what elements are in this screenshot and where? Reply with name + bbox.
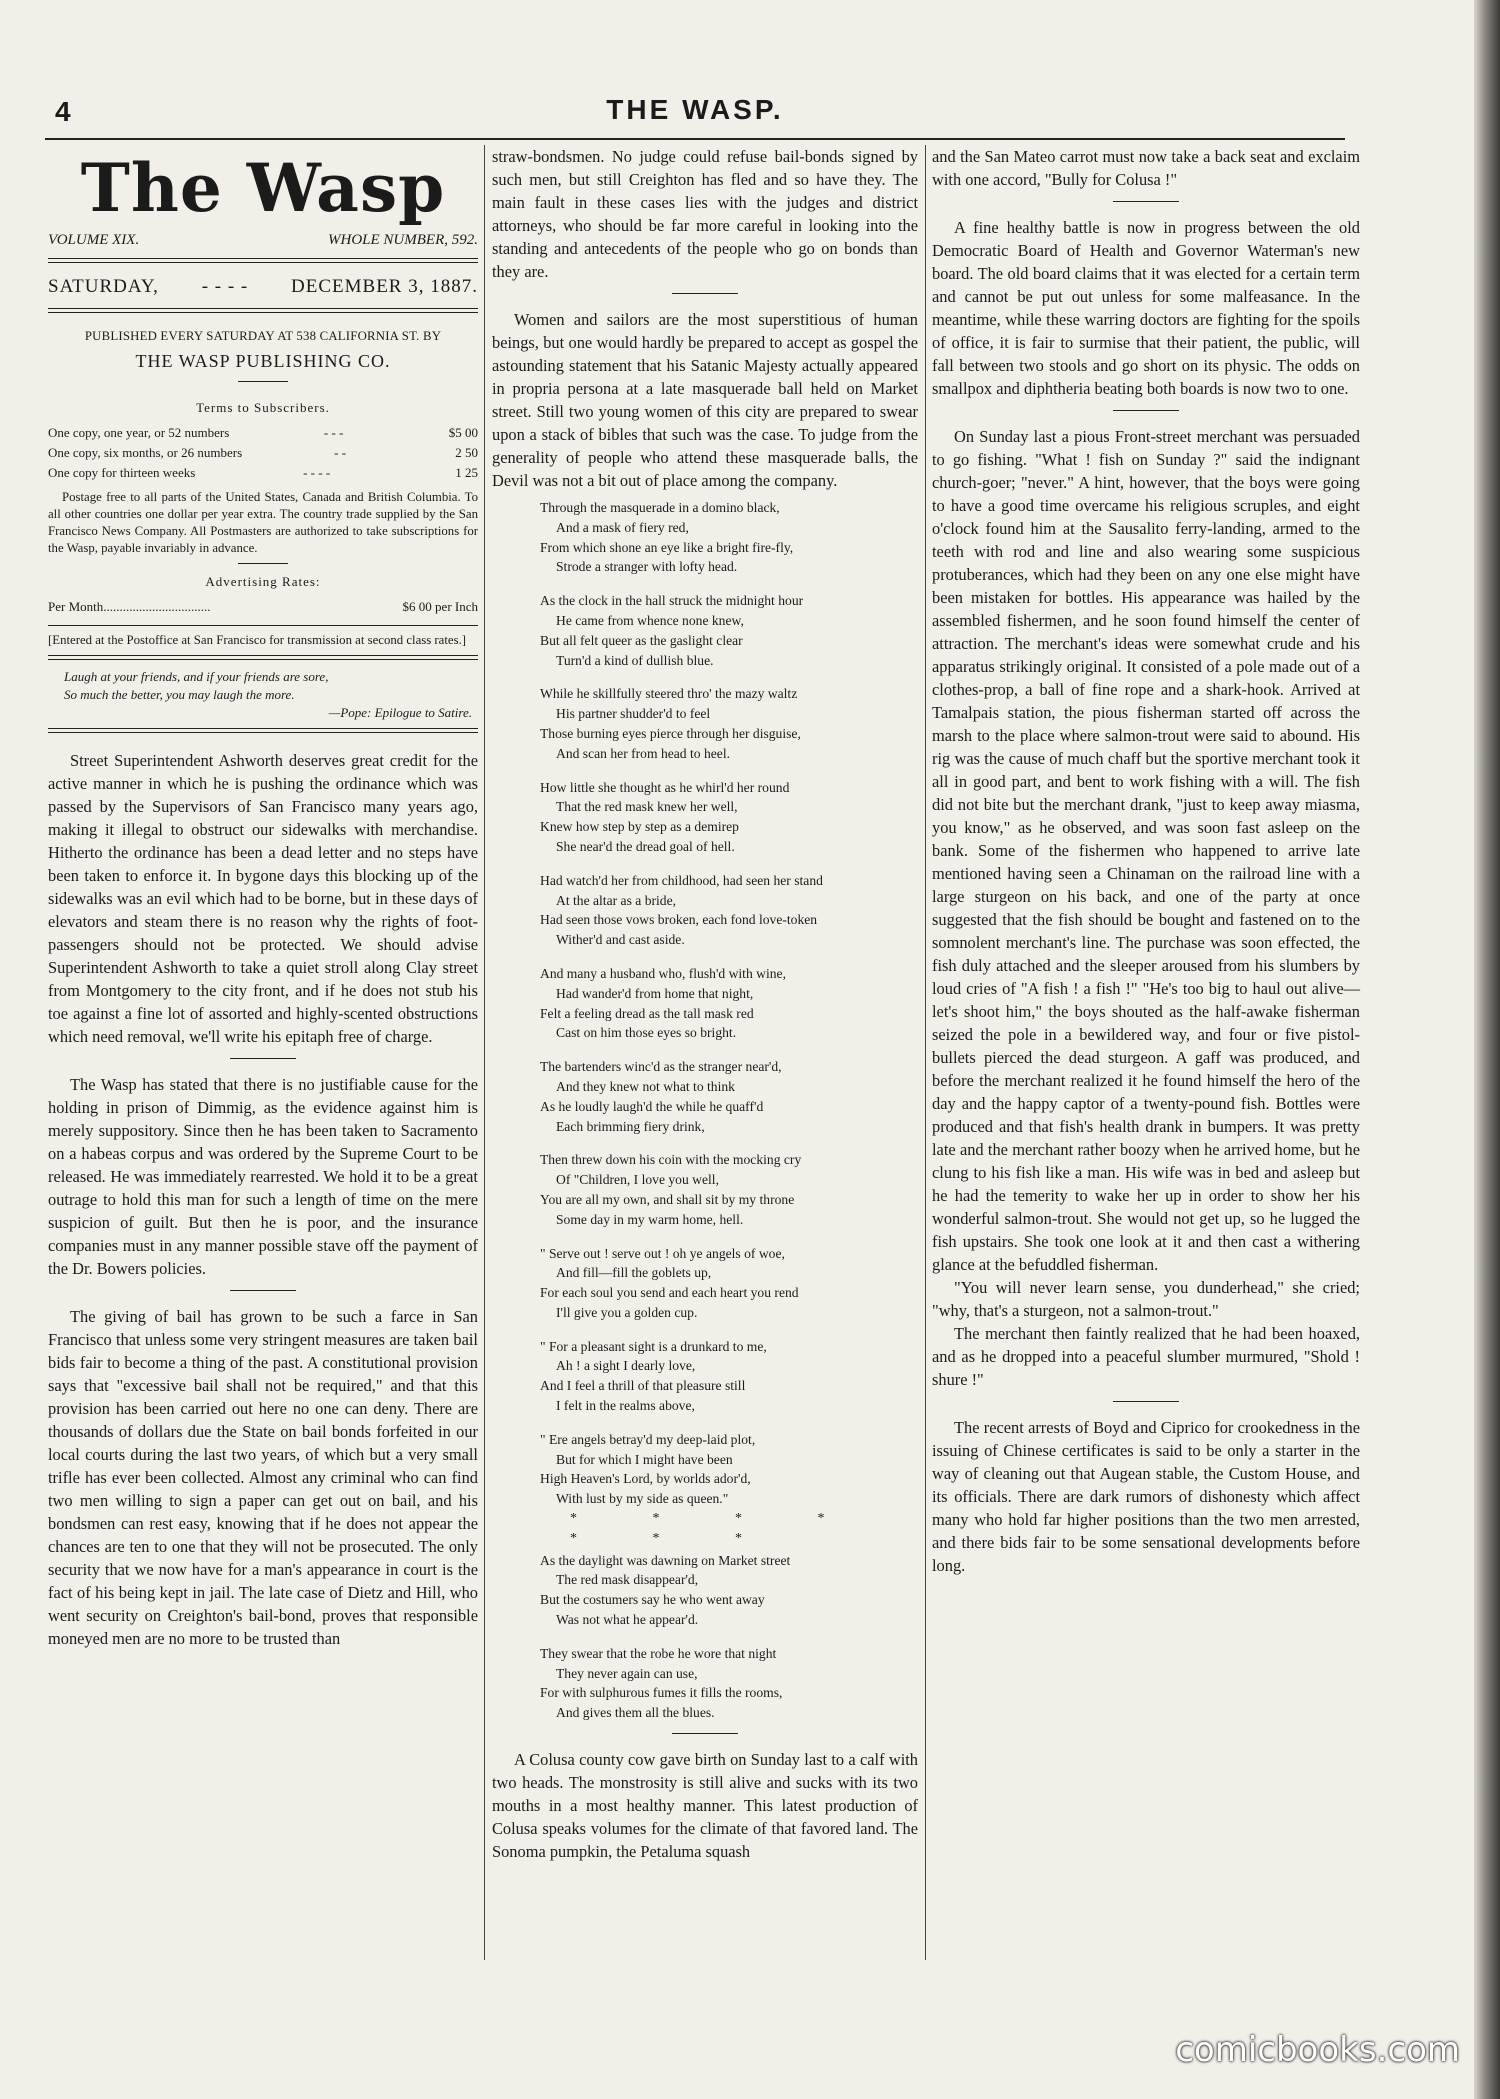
poem-line: As he loudly laugh'd the while he quaff'd [540,1098,764,1114]
poem-line: Had seen those vows broken, each fond love-token [540,912,818,928]
poem-asterisks: * * * * * * * [570,1511,861,1546]
separator-rule [672,293,738,294]
double-rule [48,728,478,733]
article-ashworth: Street Superintendent Ashworth deserves great credit for the active manner in which he is pushing the ordinance which was passed by the Supervisors of San Francisco many years ago, making it illegal to obstruct our sidewalks with merchandise. Hitherto the ordinance has been a dead letter and no steps have been taken to enforce it. In bygone days this blocking up of the sidewalks was an evil which had to be borne, but in these days of elevators and steam there is no reason why the rights of foot-passengers should not be protected. We should advise Superintendent Ashworth to take a quiet stroll along Clay street from Montgomery to the city front, and if he does not stub his toe against a fine lot of assorted and highly-scented obstructions which need removal, we'll write his epitaph free of charge. [48,751,478,1046]
masthead-title: The Wasp [80,149,446,227]
article-bail-continued: straw-bondsmen. No judge could refuse bail-bonds signed by such men, but still Creighton has fled and so have they. The main fault in these cases lies with the judges and district attorneys, who should be far more careful in looking into the standing and antecedents of the people who go on bonds than they are. [492,147,918,281]
poem-line: Strode a stranger with lofty head. [556,559,738,575]
poem-line: Of "Children, I love you well, [556,1172,719,1188]
separator-rule [238,381,288,382]
poem-line: And scan her from head to heel. [556,745,731,761]
rate-row [48,443,478,463]
poem-line: Each brimming fiery drink, [556,1118,705,1134]
postoffice-entry: [Entered at the Postoffice at San Francisco for transmission at second class rates.] [48,633,467,647]
epigraph [64,668,478,722]
header-rule [45,138,1345,140]
poem-line: But all felt queer as the gaslight clear [540,632,743,648]
page-header [45,92,1345,132]
poem-line: Those burning eyes pierce through her disguise, [540,725,801,741]
poem-line: Cast on him those eyes so bright. [556,1025,737,1041]
article-arrests: The recent arrests of Boyd and Ciprico for crookedness in the issuing of Chinese certificates is said to be only a starter in the way of cleaning out that Augean stable, the Custom House, and its officials. There are dark rumors of dishonesty which affect many who hold far higher positions than the two men arrested, and there bids fair to be some sensational developments before long. [932,1418,1360,1575]
separator-rule [1113,410,1179,411]
poem-stanza [540,1057,918,1136]
column-3 [932,145,1360,1577]
poem-line: High Heaven's Lord, by worlds ador'd, [540,1471,751,1487]
rate-dots: - - [334,445,347,460]
article-fishing-ending: The merchant then faintly realized that he had been hoaxed, and as he dropped into a peaceful slumber murmured, "Shold ! shure !" [932,1324,1360,1389]
rule [48,625,478,626]
volume-line [48,229,478,252]
article-fishing: On Sunday last a pious Front-street merchant was persuaded to go fishing. "What ! fish on Sunday ?" said the indignant church-goer; "never." A hint, however, that the boys were going to have a good time overcame his religious scruples, and eight o'clock found him at the Sausalito ferry-landing, armed to the teeth with rod and line and also wearing some suspicious protuberances, which had they been on any one else might have been mistaken for bottles. His appearance was hailed by the assembled fishermen, and he soon found himself the center of attraction. The merchant's ideas were somewhat crude and his apparatus strikingly original. It consisted of a pole made out of a clothes-prop, a ball of fine rope and a shark-hook. Arrived at Tamalpais station, the pious fisherman started off across the marsh to the place where salmon-trout were said to abound. His rig was the cause of much chaff but the sportive merchant took it all in good part, and bent to work fishing with a will. The fish did not bite but the merchant drank, "just to keep away miasma, you know," as he observed, and was soon fast asleep on the bank. Some of the fishermen who happened to arrive late mentioned having seen a Chinaman on the railroad line with a large sturgeon on his back, and one of the party at once suggested that the fish should be bought and fastened on to the somnolent merchant's line. The purchase was soon effected, the fish duly attached and the sleeper aroused from his slumbers by loud cries of "A fish ! a fish !" "He's too big to haul out alive—let's shoot him," the boys shouted as the half-awake fisherman seized the pole in a bewildered way, and four or five pistol-bullets pierced the dead sturgeon. A gaff was produced, and before the merchant realized it he found himself the hero of the day and the happy captor of a twenty-pound fish. Bottles were produced and that fish's health drank in bumpers. It was pretty late and the merchant rather boozy when he arrived home, but he clung to his fish like a man. His wife was in bed and asleep but he had the temerity to wake her up in order to show her his wonderful salmon-trout. She would not get up, so he lugged the fish upstairs. She took one look at it and then cast a withering glance at the befuddled fisherman. [932,427,1360,1274]
double-rule [48,258,478,263]
binding-edge [1474,0,1500,2099]
poem-line: " Serve out ! serve out ! oh ye angels of woe, [540,1245,785,1261]
separator-rule [672,1733,738,1734]
poem-line: Had watch'd her from childhood, had seen her stand [540,872,823,888]
rate-label: One copy for thirteen weeks [48,465,196,480]
poem-line: The red mask disappear'd, [556,1572,699,1588]
publication-notice: PUBLISHED EVERY SATURDAY AT 538 CALIFORNIA ST. BY [84,329,442,343]
poem-line: And they knew not what to think [556,1078,735,1094]
poem-line: For with sulphurous fumes it fills the rooms, [540,1685,783,1701]
whole-number: WHOLE NUMBER, 592. [328,232,478,248]
advertising-price: $6 00 per Inch [402,599,478,614]
poem-line: Wither'd and cast aside. [556,932,685,948]
dateline [48,275,478,298]
publisher-name: THE WASP PUBLISHING CO. [135,351,391,371]
advertising-label: Per Month................................. [48,599,211,614]
advertising-row [48,597,478,617]
epigraph-source: —Pope: Epilogue to Satire. [328,705,472,720]
poem-line: She near'd the dread goal of hell. [556,838,735,854]
rate-price: $5 00 [448,425,478,440]
article-colusa-continued: and the San Mateo carrot must now take a back seat and exclaim with one accord, "Bully for Colusa !" [932,147,1360,189]
poem-line: Through the masquerade in a domino black, [540,500,780,515]
poem-stanza [540,591,918,670]
poem-line: From which shone an eye like a bright fire-fly, [540,539,794,555]
separator-rule [1113,1401,1179,1402]
rate-dots: - - - - [303,465,331,480]
poem-line: Some day in my warm home, hell. [556,1211,744,1227]
postage-note: Postage free to all parts of the United States, Canada and British Columbia. To all other countries one dollar per year extra. The country trade supplied by the San Francisco News Company. All Postmasters are authorized to take subscriptions for the Wasp, payable invariably in advance. [48,490,478,555]
poem-line: And many a husband who, flush'd with wine, [540,965,786,981]
advertising-heading: Advertising Rates: [205,574,321,589]
rate-label: One copy, six months, or 26 numbers [48,445,243,460]
poem-line: I felt in the realms above, [556,1398,695,1414]
poem-line: " For a pleasant sight is a drunkard to me, [540,1338,767,1354]
column-divider [484,145,485,1960]
poem-line: And fill—fill the goblets up, [556,1265,712,1281]
poem-line: He came from whence none knew, [556,612,744,628]
poem-line: And gives them all the blues. [556,1705,715,1721]
rate-price: 1 25 [455,465,478,480]
site-watermark: comicbooks.com [1175,2030,1460,2070]
poem-stanza [540,964,918,1043]
column-2 [492,145,918,1863]
poem-line: For each soul you send and each heart you rend [540,1285,799,1301]
poem-line: I'll give you a golden cup. [556,1304,698,1320]
poem-line: Knew how step by step as a demirep [540,819,739,835]
poem-line: But the costumers say he who went away [540,1592,765,1608]
epigraph-line: Laugh at your friends, and if your friends are sore, [64,669,329,684]
poem-line: Had wander'd from home that night, [556,985,754,1001]
issue-day: SATURDAY, [48,276,159,297]
poem-line: You are all my own, and shall sit by my throne [540,1191,795,1207]
poem-stanza [540,498,918,577]
poem-line: While he skillfully steered thro' the mazy waltz [540,686,798,702]
poem-line: The bartenders winc'd as the stranger near'd, [540,1059,782,1075]
poem-line: Felt a feeling dread as the tall mask red [540,1005,754,1021]
rate-price: 2 50 [455,445,478,460]
article-board-of-health: A fine healthy battle is now in progress between the old Democratic Board of Health and Governor Waterman's new board. The old board claims that it was elected for a certain term and cannot be put out unless for some malfeasance. In the meantime, while these warring doctors are fighting for the spoils of office, it is fair to surmise that their patient, the public, will fall between two stools and go short on its physic. The odds on smallpox and diphtheria beating both boards is now two to one. [932,218,1360,398]
column-divider [925,145,926,1960]
separator-rule [238,563,288,564]
separator-rule [1113,201,1179,202]
epigraph-line: So much the better, you may laugh the more. [64,687,295,702]
poem-line: Ah ! a sight I dearly love, [556,1358,696,1374]
poem-line: " Ere angels betray'd my deep-laid plot, [540,1431,756,1447]
article-fishing-dialogue: "You will never learn sense, you dunderhead," she cried; "why, that's a sturgeon, not a salmon-trout." [932,1278,1360,1320]
rate-row [48,423,478,443]
article-masquerade: Women and sailors are the most superstitious of human beings, but one would hardly be prepared to accept as gospel the astounding statement that his Satanic Majesty actually appeared in propria persona at a late masquerade ball held on Market street. Still two young women of this city are prepared to swear upon a stack of bibles that such was the case. To judge from the generality of people who attend these masquerade balls, the Devil was not a bit out of place among the company. [492,310,918,490]
separator-rule [230,1058,296,1059]
double-rule [48,655,478,660]
poem-stanza [540,1430,918,1509]
poem-line: His partner shudder'd to feel [556,706,711,722]
poem-line: And a mask of fiery red, [556,519,689,535]
poem-line: But for which I might have been [556,1451,733,1467]
rate-dots: - - - [323,425,344,440]
poem-line: Turn'd a kind of dullish blue. [556,652,714,668]
double-rule [48,308,478,313]
poem-stanza [540,1244,918,1323]
page-number: 4 [55,96,71,127]
rate-row [48,463,478,483]
poem-stanza [540,1551,918,1630]
poem-line: Was not what he appear'd. [556,1612,699,1628]
separator-rule [230,1290,296,1291]
poem-line: Then threw down his coin with the mocking cry [540,1152,802,1168]
poem-stanza [540,1150,918,1229]
article-dimmig: The Wasp has stated that there is no justifiable cause for the holding in prison of Dimmig, as the evidence against him is merely suppository. Since then he has been taken to Sacramento on a habeas corpus and was ordered by the Supreme Court to be released. He was immediately rearrested. We hold it to be a great outrage to hold this man for such a length of time on the mere suspicion of guilt. But then he is poor, and the insurance companies must in any manner possible stave off the payment of the Dr. Bowers policies. [48,1075,478,1278]
poem-line: They swear that the robe he wore that night [540,1645,777,1661]
poem-stanza [540,871,918,950]
poem [540,498,918,1723]
article-bail: The giving of bail has grown to be such a farce in San Francisco that unless some very stringent measures are taken bail bids fair to become a thing of the past. A constitutional provision says that "excessive bail shall not be required," and that this provision has been carried out here no one can deny. There are thousands of dollars due the State on bail bonds forfeited in our local courts during the last two years, of which but a very small trifle has ever been collected. Almost any criminal who can find two men willing to sign a paper can get out on bail, and his bondsmen can rest easy, knowing that if he does not appear the chances are ten to one that they will not be prosecuted. The only security that we now have for a man's appearance in court is the fact of his being kept in jail. The late case of Dietz and Hill, who went security on Creighton's bail-bond, proves that responsible moneyed men are no more to be trusted than [48,1307,478,1648]
issue-date: DECEMBER 3, 1887. [291,276,478,297]
poem-line: They never again can use, [556,1665,698,1681]
rate-label: One copy, one year, or 52 numbers [48,425,230,440]
poem-line: At the altar as a bride, [556,892,677,908]
poem-stanza [540,1337,918,1416]
poem-line: And I feel a thrill of that pleasure still [540,1378,746,1394]
poem-line: As the daylight was dawning on Market street [540,1552,791,1568]
poem-line: How little she thought as he whirl'd her round [540,779,790,795]
poem-line: As the clock in the hall struck the midnight hour [540,593,804,609]
poem-line: That the red mask knew her well, [556,799,738,815]
article-colusa: A Colusa county cow gave birth on Sunday last to a calf with two heads. The monstrosity is still alive and sucks with its two mouths in a most healthy manner. This latest production of Colusa speaks volumes for the climate of that favored land. The Sonoma pumpkin, the Petaluma squash [492,1750,918,1862]
poem-stanza [540,1644,918,1723]
terms-heading: Terms to Subscribers. [196,400,330,415]
dateline-dashes: - - - - [201,276,249,297]
volume-number: VOLUME XIX. [48,232,140,248]
column-1 [48,145,478,1650]
poem-line: With lust by my side as queen." [556,1491,729,1507]
poem-stanza [540,684,918,763]
poem-stanza [540,778,918,857]
running-title: THE WASP. [606,94,784,125]
